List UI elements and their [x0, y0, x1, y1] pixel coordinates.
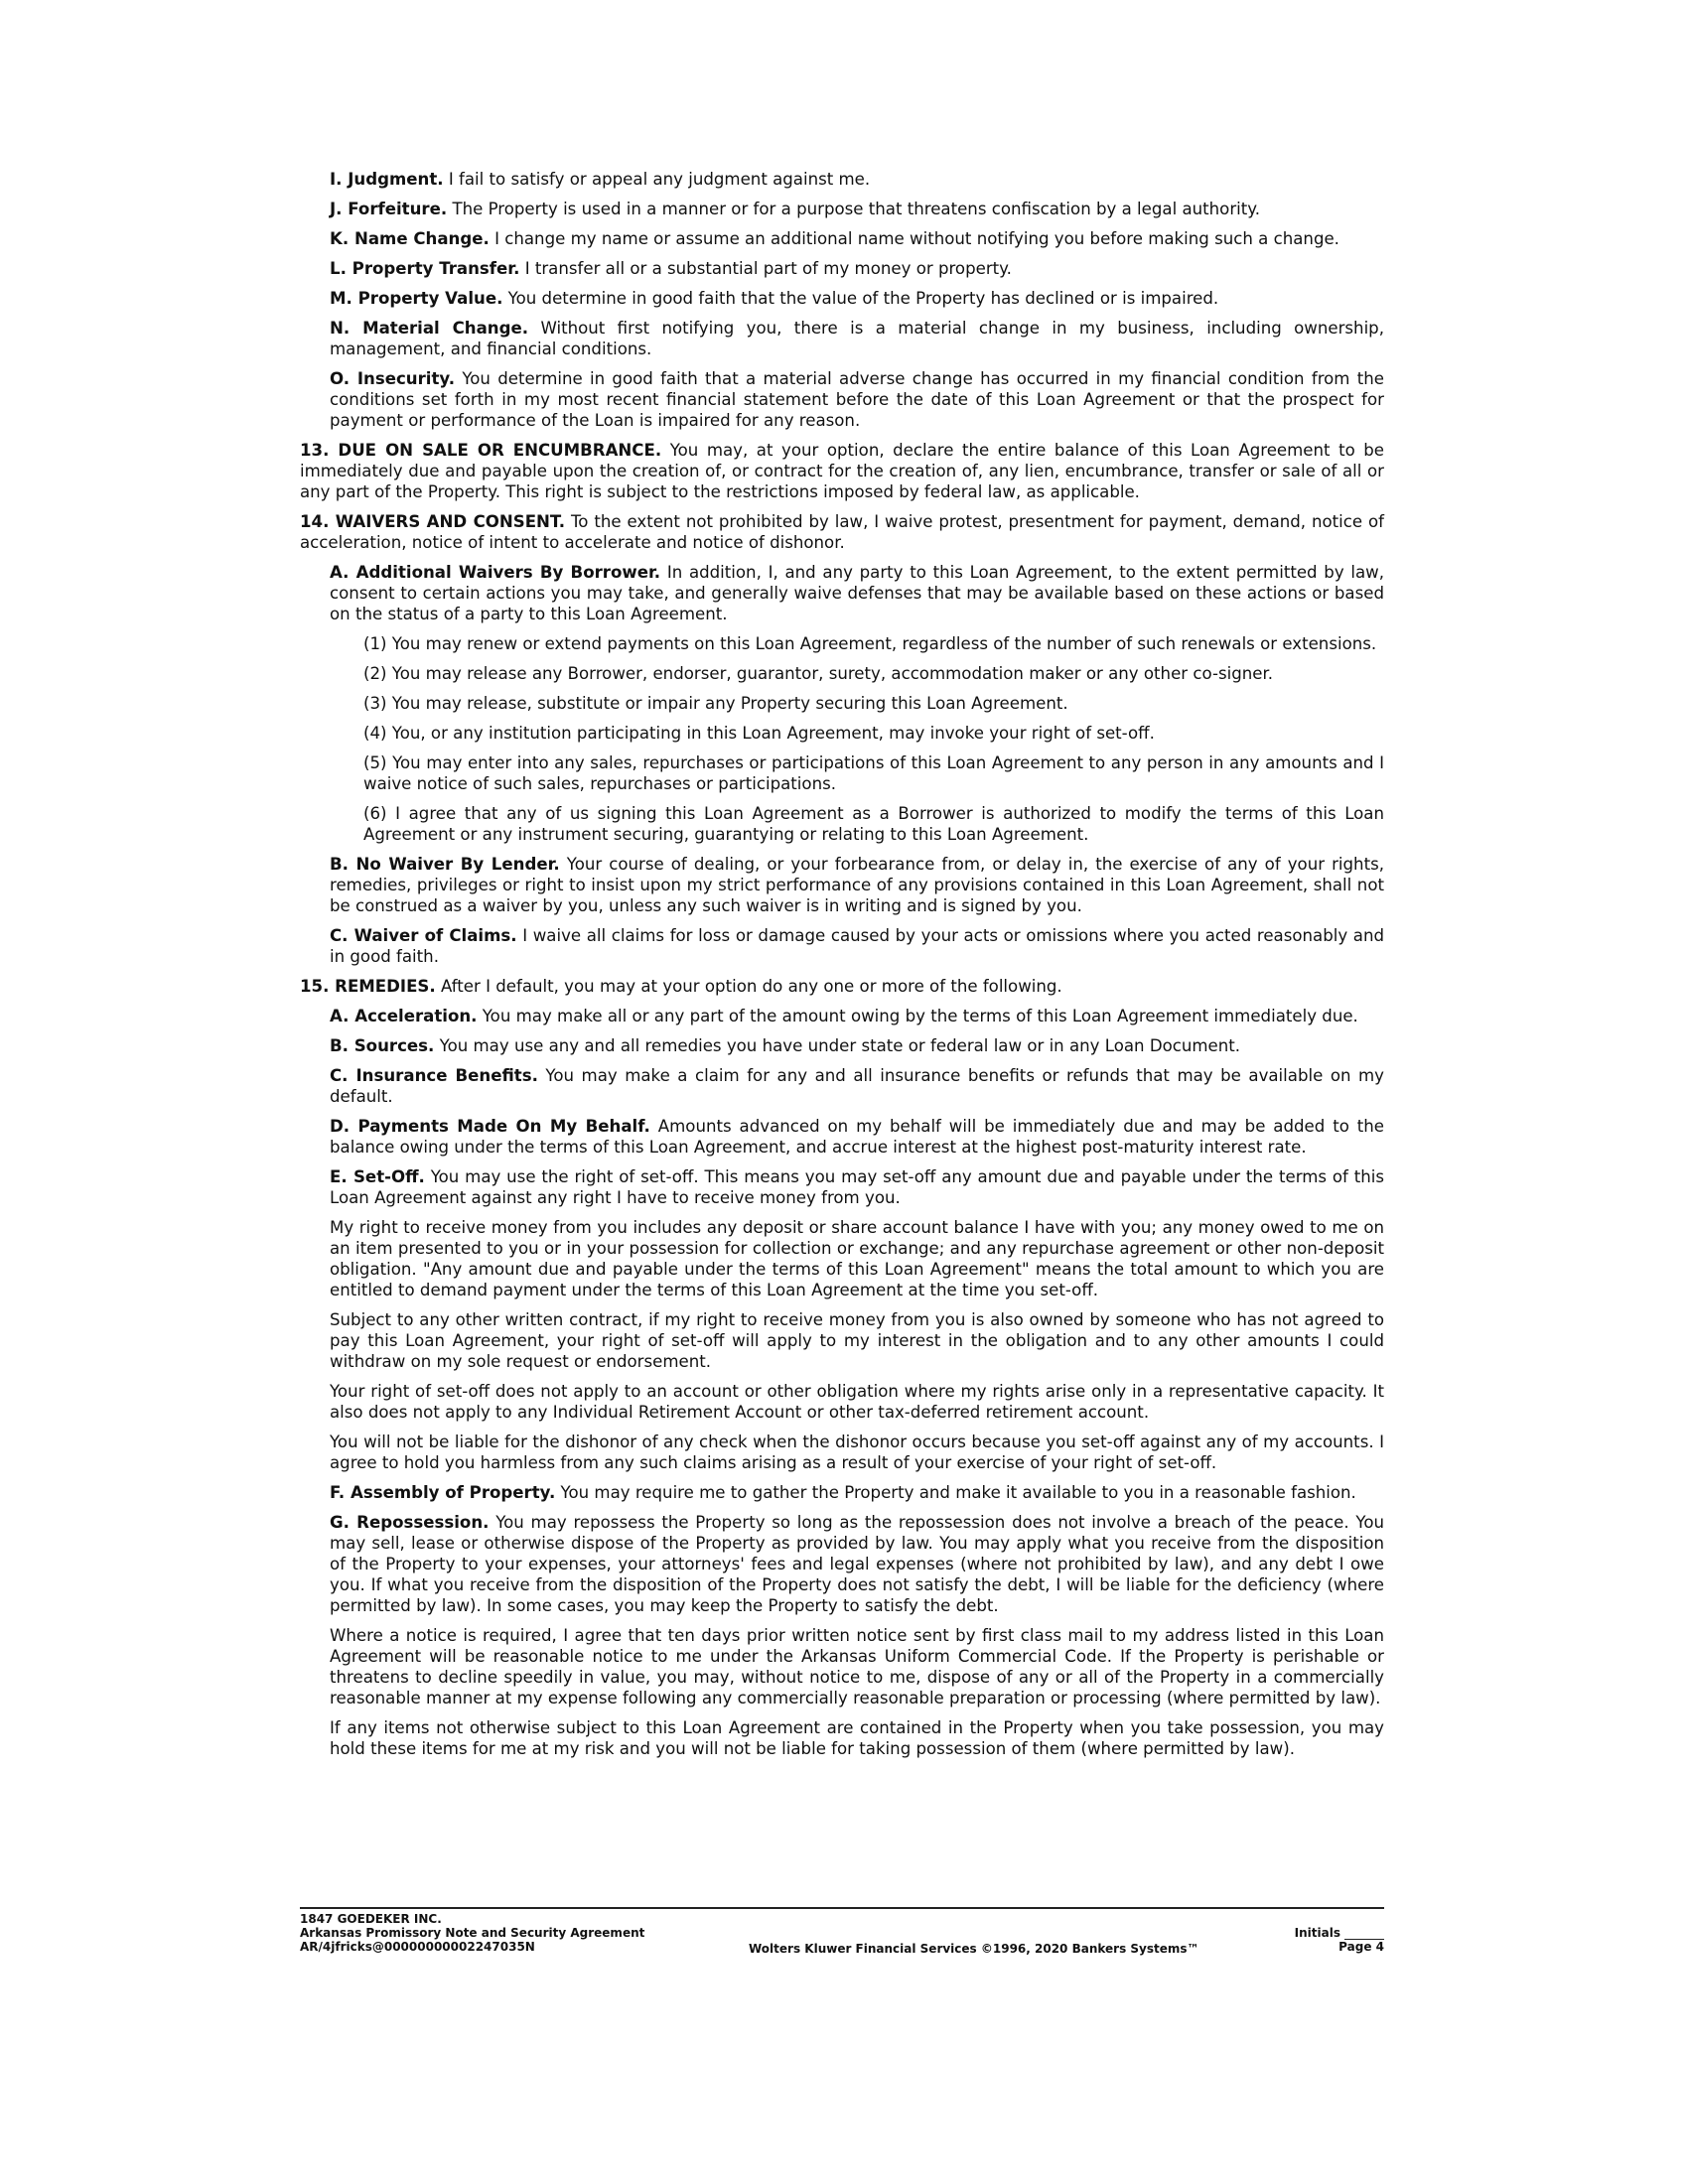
- clause-paragraph: [300, 368, 1384, 431]
- clause-paragraph: [300, 258, 1384, 279]
- footer-doc-id: AR/4jfricks@00000000002247035N: [300, 1940, 535, 1954]
- clause-paragraph: [300, 1309, 1384, 1372]
- clause-text: You may, at your option, declare the entire balance of this Loan Agreement to be immediately due and payable upon the creation of, or contract for the creation of, any lien, encumbrance, transfer or sale of all or any part of the Property. This right is subject to the restrictions imposed by federal law, as applicable.: [300, 441, 1385, 501]
- clause-text: You determine in good faith that the value of the Property has declined or is impaired.: [507, 289, 1219, 308]
- clause-text: Without first notifying you, there is a material change in my business, including ownership, management, and financial conditions.: [330, 319, 1384, 358]
- clause-paragraph: [300, 925, 1384, 967]
- clause-paragraph: [300, 723, 1384, 744]
- clause-paragraph: [300, 752, 1384, 794]
- clause-text: (5) You may enter into any sales, repurchases or participations of this Loan Agreement to any person in any amounts and I waive notice of such sales, repurchases or participations.: [363, 753, 1384, 793]
- clause-heading: C. Waiver of Claims.: [330, 926, 517, 945]
- clause-paragraph: [300, 1432, 1384, 1473]
- clause-paragraph: [300, 803, 1384, 845]
- clause-paragraph: [300, 228, 1384, 249]
- clause-heading: J. Forfeiture.: [330, 200, 448, 218]
- clause-text: (4) You, or any institution participating in this Loan Agreement, may invoke your right of set-off.: [363, 724, 1155, 743]
- clause-paragraph: [300, 693, 1384, 714]
- clause-heading: F. Assembly of Property.: [330, 1483, 556, 1502]
- clause-paragraph: [300, 562, 1384, 624]
- clause-text: If any items not otherwise subject to this Loan Agreement are contained in the Property when you take possession, you may hold these items for me at my risk and you will not be liable for taking possession of them (where permitted by law).: [330, 1718, 1384, 1758]
- clause-heading: B. No Waiver By Lender.: [330, 855, 560, 874]
- clause-paragraph: [300, 1482, 1384, 1503]
- clause-heading: L. Property Transfer.: [330, 259, 520, 278]
- clause-text: You may repossess the Property so long as the repossession does not involve a breach of the peace. You may sell, lease or otherwise dispose of the Property as provided by law. You may apply what you receive from the disposition of the Property to your expenses, your attorneys' fees and legal expenses (where not prohibited by law), and any debt I owe you. If what you receive from the disposition of the Property does not satisfy the debt, I will be liable for the deficiency (where permitted by law). In some cases, you may keep the Property to satisfy the debt.: [330, 1513, 1384, 1615]
- clause-paragraph: [300, 1625, 1384, 1708]
- clause-text: (1) You may renew or extend payments on this Loan Agreement, regardless of the number of such renewals or extensions.: [363, 634, 1377, 653]
- clause-heading: M. Property Value.: [330, 289, 503, 308]
- clause-heading: B. Sources.: [330, 1036, 435, 1055]
- clause-text: Your course of dealing, or your forbearance from, or delay in, the exercise of any of your rights, remedies, privileges or right to insist upon my strict performance of any provisions contained in this Loan Agreement, shall not be construed as a waiver by you, unless any such waiver is in writing and is signed by you.: [330, 855, 1384, 915]
- clause-text: I transfer all or a substantial part of my money or property.: [524, 259, 1012, 278]
- clause-paragraph: [300, 854, 1384, 916]
- clause-heading: O. Insecurity.: [330, 369, 456, 388]
- clause-text: I waive all claims for loss or damage caused by your acts or omissions where you acted reasonably and in good faith.: [330, 926, 1384, 966]
- clause-text: You may require me to gather the Property and make it available to you in a reasonable fashion.: [560, 1483, 1356, 1502]
- clause-text: (2) You may release any Borrower, endorser, guarantor, surety, accommodation maker or any other co-signer.: [363, 664, 1274, 683]
- clause-heading: 14. WAIVERS AND CONSENT.: [300, 512, 566, 531]
- clause-text: You may make all or any part of the amount owing by the terms of this Loan Agreement immediately due.: [482, 1007, 1358, 1025]
- clause-paragraph: [300, 633, 1384, 654]
- clause-text: Subject to any other written contract, if my right to receive money from you is also owned by someone who has not agreed to pay this Loan Agreement, your right of set-off will apply to my interest in the obligation and to any other amounts I could withdraw on my sole request or endorsement.: [330, 1310, 1384, 1371]
- clause-text: My right to receive money from you includes any deposit or share account balance I have with you; any money owed to me on an item presented to you or in your possession for collection or exchange; and any repurchase agreement or other non-deposit obligation. "Any amount due and payable under the terms of this Loan Agreement" means the total amount to which you are entitled to demand payment under the terms of this Loan Agreement at the time you set-off.: [330, 1218, 1384, 1299]
- footer-company: 1847 GOEDEKER INC.: [300, 1912, 442, 1926]
- clause-heading: 13. DUE ON SALE OR ENCUMBRANCE.: [300, 441, 662, 460]
- clause-text: I fail to satisfy or appeal any judgment against me.: [448, 170, 871, 189]
- footer-left: [300, 1912, 644, 1954]
- clause-paragraph: [300, 1166, 1384, 1208]
- clause-text: You may use the right of set-off. This means you may set-off any amount due and payable under the terms of this Loan Agreement against any right I have to receive money from you.: [330, 1167, 1384, 1207]
- clause-heading: A. Acceleration.: [330, 1007, 478, 1025]
- clause-paragraph: [300, 1065, 1384, 1107]
- clause-heading: C. Insurance Benefits.: [330, 1066, 538, 1085]
- clause-heading: K. Name Change.: [330, 229, 490, 248]
- clause-text: I change my name or assume an additional name without notifying you before making such a change.: [494, 229, 1339, 248]
- clause-paragraph: [300, 318, 1384, 359]
- clause-paragraph: [300, 1512, 1384, 1616]
- clause-paragraph: [300, 511, 1384, 553]
- footer-form-title: Arkansas Promissory Note and Security Agreement: [300, 1926, 645, 1940]
- clause-paragraph: [300, 1006, 1384, 1026]
- clause-text: The Property is used in a manner or for a purpose that threatens confiscation by a legal authority.: [452, 200, 1260, 218]
- clause-heading: I. Judgment.: [330, 170, 444, 189]
- clause-paragraph: [300, 440, 1384, 502]
- clause-text: Where a notice is required, I agree that ten days prior written notice sent by first class mail to my address listed in this Loan Agreement will be reasonable notice to me under the Arkansas Uniform Commercial Code. If the Property is perishable or threatens to decline speedily in value, you may, without notice to me, dispose of any or all of the Property in a commercially reasonable manner at my expense following any commercially reasonable preparation or processing (where permitted by law).: [330, 1626, 1384, 1707]
- clause-text: (3) You may release, substitute or impair any Property securing this Loan Agreement.: [363, 694, 1068, 713]
- clause-paragraph: [300, 663, 1384, 684]
- clause-paragraph: [300, 1035, 1384, 1056]
- clause-text: After I default, you may at your option do any one or more of the following.: [440, 977, 1062, 996]
- clause-text: In addition, I, and any party to this Loan Agreement, to the extent permitted by law, consent to certain actions you may take, and generally waive defenses that may be available based on these actions or based on the status of a party to this Loan Agreement.: [330, 563, 1385, 623]
- document-body: [300, 169, 1384, 1768]
- clause-paragraph: [300, 976, 1384, 997]
- clause-paragraph: [300, 1217, 1384, 1300]
- clause-heading: E. Set-Off.: [330, 1167, 425, 1186]
- clause-text: You may use any and all remedies you have under state or federal law or in any Loan Document.: [439, 1036, 1241, 1055]
- clause-heading: 15. REMEDIES.: [300, 977, 436, 996]
- clause-text: Your right of set-off does not apply to an account or other obligation where my rights arise only in a representative capacity. It also does not apply to any Individual Retirement Account or other tax-deferred retirement account.: [330, 1382, 1384, 1422]
- footer-page-number: Page 4: [1338, 1940, 1384, 1954]
- footer-initials-label: Initials: [1294, 1926, 1340, 1940]
- clause-heading: A. Additional Waivers By Borrower.: [330, 563, 661, 582]
- clause-paragraph: [300, 169, 1384, 190]
- clause-paragraph: [300, 1717, 1384, 1759]
- clause-paragraph: [300, 1116, 1384, 1158]
- clause-heading: N. Material Change.: [330, 319, 529, 338]
- clause-heading: G. Repossession.: [330, 1513, 490, 1532]
- clause-text: You determine in good faith that a material adverse change has occurred in my financial condition from the conditions set forth in my most recent financial statement before the date of this Loan Agreement or that the prospect for payment or performance of the Loan is impaired for any reason.: [330, 369, 1384, 430]
- clause-text: You will not be liable for the dishonor of any check when the dishonor occurs because you set-off against any of my accounts. I agree to hold you harmless from any such claims arising as a result of your exercise of your right of set-off.: [330, 1433, 1384, 1472]
- footer-copyright: Wolters Kluwer Financial Services ©1996, 2020 Bankers Systems™: [749, 1942, 1199, 1956]
- clause-paragraph: [300, 199, 1384, 219]
- clause-text: Amounts advanced on my behalf will be immediately due and may be added to the balance owing under the terms of this Loan Agreement, and accrue interest at the highest post-maturity interest rate.: [330, 1117, 1385, 1157]
- clause-text: (6) I agree that any of us signing this Loan Agreement as a Borrower is authorized to modify the terms of this Loan Agreement or any instrument securing, guarantying or relating to this Loan Agreement.: [363, 804, 1384, 844]
- clause-paragraph: [300, 288, 1384, 309]
- clause-heading: D. Payments Made On My Behalf.: [330, 1117, 650, 1136]
- clause-text: You may make a claim for any and all insurance benefits or refunds that may be available on my default.: [330, 1066, 1384, 1106]
- footer-right: [1295, 1926, 1384, 1954]
- clause-paragraph: [300, 1381, 1384, 1423]
- clause-text: To the extent not prohibited by law, I waive protest, presentment for payment, demand, notice of acceleration, notice of intent to accelerate and notice of dishonor.: [300, 512, 1384, 552]
- footer-divider: [300, 1907, 1384, 1909]
